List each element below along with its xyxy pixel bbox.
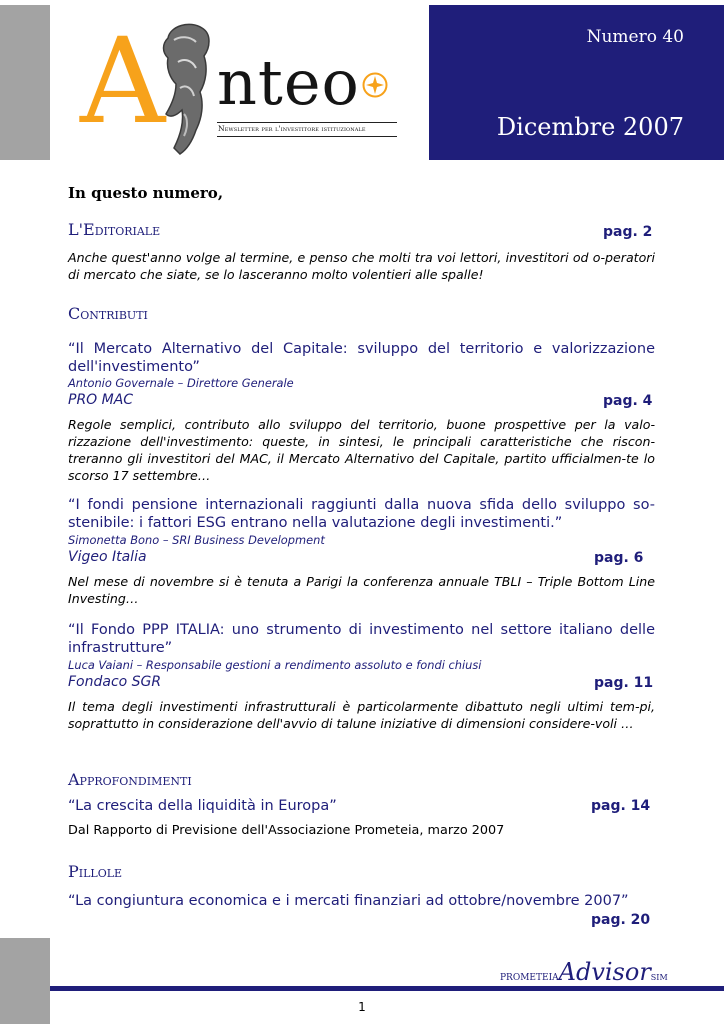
section-title-contributi: Contributi [68,304,148,323]
article-author-2: Simonetta Bono – SRI Business Development [68,533,325,547]
star-icon [362,72,388,98]
issue-header-box [429,5,724,160]
logo-letter-a: A [80,12,166,150]
editoriale-blurb: Anche quest'anno volge al termine, e penso che molti tra voi lettori, investitori od o-peratori di mercato che siate, se lo lasceranno molto volentieri alle spalle! [68,250,655,282]
page-ref-editoriale: pag. 2 [603,224,653,240]
issue-date: Dicembre 2007 [496,113,684,141]
toc-heading: In questo numero, [68,184,224,202]
section-title-editoriale: L'Editoriale [68,220,161,239]
article-title-1: “Il Mercato Alternativo del Capitale: sviluppo del territorio e valorizzazione dell'investimento” [68,341,655,375]
logo-rule-bottom [217,136,397,137]
section-title-pillole: Pillole [68,862,123,881]
footer-rule [50,986,724,991]
page-ref-article-2: pag. 6 [594,550,644,566]
approfondimenti-title: “La crescita della liquidità in Europa” [68,798,337,814]
page-ref-pillole: pag. 20 [591,912,651,928]
article-author-1: Antonio Governale – Direttore Generale [68,376,294,390]
page-ref-approfondimenti: pag. 14 [591,798,651,814]
logo-wordmark: nteo [217,46,360,119]
section-title-approfondimenti: Approfondimenti [68,770,192,789]
issue-number: Numero 40 [586,27,684,47]
approfondimenti-source: Dal Rapporto di Previsione dell'Associazione Prometeia, marzo 2007 [68,823,505,838]
page-number: 1 [358,1000,366,1014]
article-title-3: “Il Fondo PPP ITALIA: uno strumento di investimento nel settore italiano delle infrastrutture” [68,622,655,656]
article-title-2: “I fondi pensione internazionali raggiunti dalla nuova sfida dello sviluppo so-stenibile: i fattori ESG entrano nella valutazione degli investimenti.” [68,497,655,531]
footer-brand-main: Advisor [558,958,651,986]
anteo-logo [80,10,410,160]
page-ref-article-1: pag. 4 [603,393,653,409]
page-ref-article-3: pag. 11 [594,675,654,691]
article-blurb-1: Regole semplici, contributo allo sviluppo del territorio, buone prospettive per la valo-rizzazione dell'investimento: queste, in sintesi, le principali caratteristiche che riscon-treranno gli investitori del MAC, il Mercato Alternativo del Capitale, partito ufficialmen-te lo scorso 17 settembre… [68,417,655,483]
article-org-1: PRO MAC [68,392,134,408]
logo-tagline: Newsletter per l'investitore istituzionale [218,124,366,133]
article-blurb-2: Nel mese di novembre si è tenuta a Parigi la conferenza annuale TBLI – Triple Bottom Line Investing… [68,574,655,606]
article-org-2: Vigeo Italia [68,549,147,565]
prometeia-advisor-logo [500,958,668,986]
logo-rule-top [217,122,397,123]
article-author-3: Luca Vaiani – Responsabile gestioni a rendimento assoluto e fondi chiusi [68,658,482,672]
logo-atlas-figure [150,18,220,158]
article-org-3: Fondaco SGR [68,674,162,690]
pillole-title: “La congiuntura economica e i mercati finanziari ad ottobre/novembre 2007” [68,893,629,909]
article-blurb-3: Il tema degli investimenti infrastrutturali è particolarmente dibattuto negli ultimi tem-pi, soprattutto in considerazione dell'avvio di talune iniziative di dimensioni considere-voli … [68,699,655,731]
footer-brand-prefix: PROMETEIA [500,973,559,983]
footer-brand-suffix: SIM [650,973,668,982]
decorative-gray-bar-top [0,5,50,160]
